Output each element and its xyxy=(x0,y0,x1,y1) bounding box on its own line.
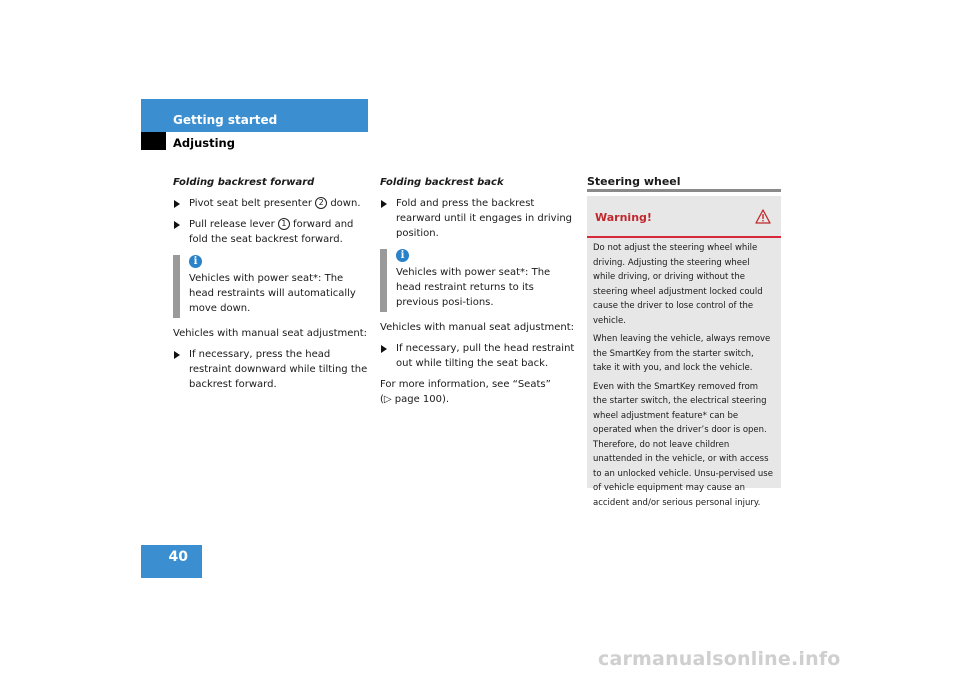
middle-column xyxy=(380,175,575,407)
bullet-triangle-icon xyxy=(381,345,387,353)
heading-folding-back: Folding backrest back xyxy=(380,177,504,188)
note-bar xyxy=(380,249,387,312)
callout-number: 1 xyxy=(278,218,290,230)
step-pivot-belt: Pivot seat belt presenter 2 down. xyxy=(173,196,368,211)
warning-box xyxy=(587,196,781,508)
manual-label: Vehicles with manual seat adjustment: xyxy=(173,328,368,339)
note-text: Vehicles with power seat*: The head restraints will automatically move down. xyxy=(189,273,356,314)
step-press-head-restraint: If necessary, press the head restraint downward while tilting the backrest forward. xyxy=(173,347,368,392)
warning-paragraph: Even with the SmartKey removed from the starter switch, the electrical steering wheel adjustment feature* can be operated when the driver’s door is open. Therefore, do not leave children unattended in the vehicle, or with access to an unlocked vehicle. Unsu-pervised use of vehicle equipment may cause an accident and/or serious personal injury. xyxy=(593,381,773,508)
subsection-title: Adjusting xyxy=(173,136,235,150)
warning-triangle-icon xyxy=(755,209,771,224)
heading-folding-forward: Folding backrest forward xyxy=(173,177,315,188)
heading-steering-wheel: Steering wheel xyxy=(587,175,681,188)
watermark: carmanualsonline.info xyxy=(598,648,841,670)
warning-body xyxy=(593,241,773,514)
subsection-marker xyxy=(141,132,166,150)
section-title: Getting started xyxy=(173,113,278,127)
step-release-lever: Pull release lever 1 forward and fold the seat backrest forward. xyxy=(173,217,368,247)
step-fold-press: Fold and press the backrest rearward until it engages in driving position. xyxy=(380,196,575,241)
page-number-box xyxy=(141,545,202,578)
bullet-triangle-icon xyxy=(381,200,387,208)
callout-number: 2 xyxy=(315,197,327,209)
info-icon: i xyxy=(396,249,409,262)
step-pull-head-restraint: If necessary, pull the head restraint out while tilting the seat back. xyxy=(380,341,575,371)
note-text: Vehicles with power seat*: The head restraint returns to its previous posi-tions. xyxy=(396,267,551,308)
bullet-triangle-icon xyxy=(174,200,180,208)
warning-title: Warning! xyxy=(595,211,652,224)
page-reference[interactable]: (▷ page 100). xyxy=(380,394,450,405)
info-icon: i xyxy=(189,255,202,268)
bullet-triangle-icon xyxy=(174,221,180,229)
bullet-triangle-icon xyxy=(174,351,180,359)
warning-paragraph: When leaving the vehicle, always remove the SmartKey from the starter switch, take it with you, and lock the vehicle. xyxy=(593,334,771,373)
page-number: 40 xyxy=(168,549,188,565)
warning-divider xyxy=(587,236,781,238)
left-column xyxy=(173,175,368,392)
manual-label: Vehicles with manual seat adjustment: xyxy=(380,322,575,333)
more-info-text: For more information, see “Seats” xyxy=(380,379,551,390)
section-rule xyxy=(587,189,781,192)
info-note xyxy=(380,249,575,312)
note-bar xyxy=(173,255,180,318)
warning-paragraph: Do not adjust the steering wheel while driving. Adjusting the steering wheel while driving, or driving without the steering wheel adjustment locked could cause the driver to lose control of the vehicle. xyxy=(593,243,763,326)
warning-header xyxy=(595,211,771,224)
info-note xyxy=(173,255,368,318)
